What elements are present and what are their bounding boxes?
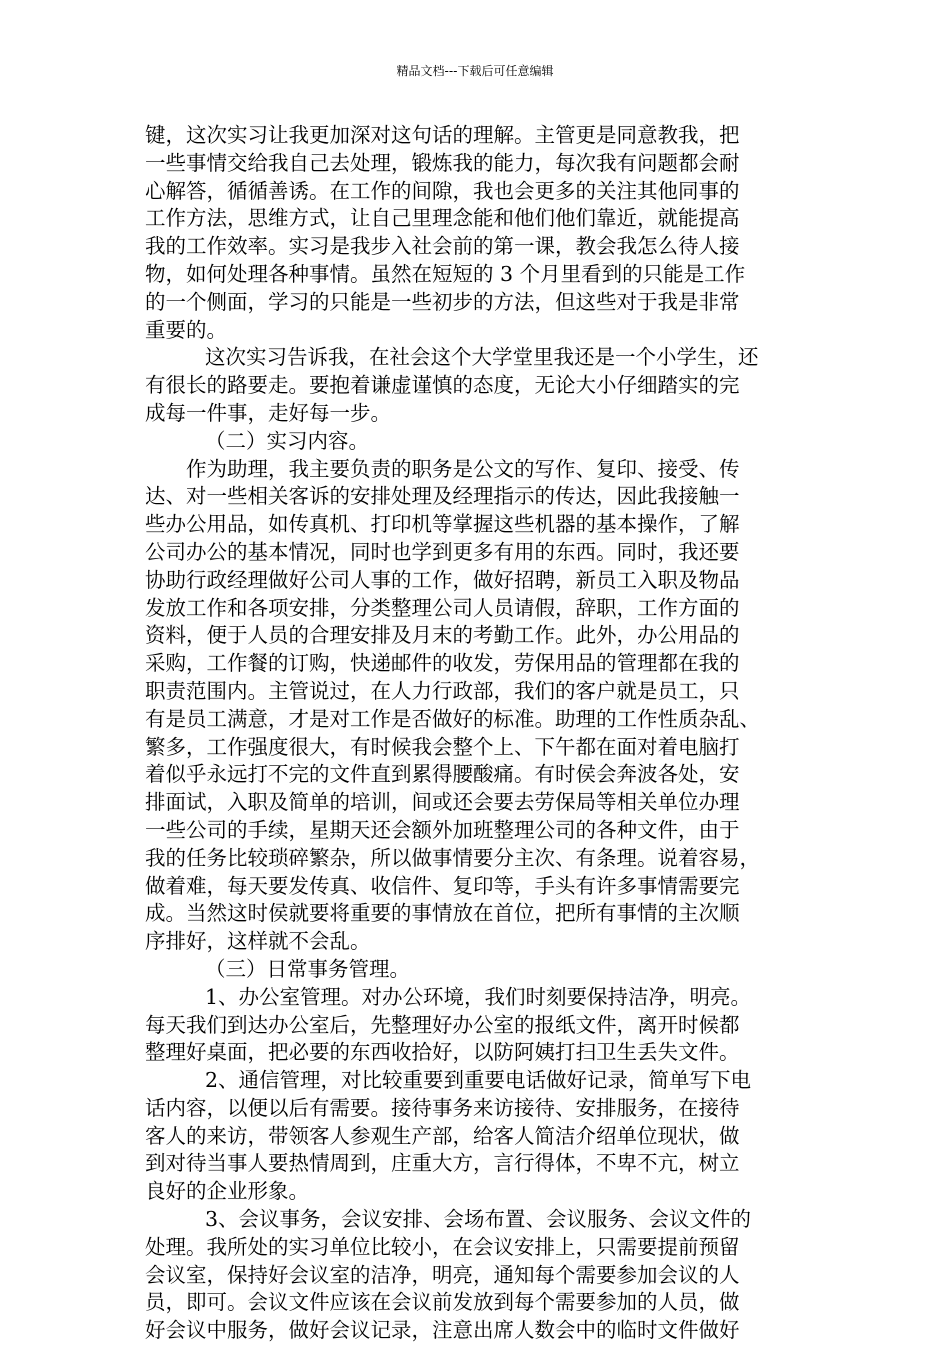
text-line: 工作方法，思维方式，让自己里理念能和他们他们靠近，就能提高 (145, 206, 740, 231)
text-line: 1、办公室管理。对办公环境，我们时刻要保持洁净，明亮。 (205, 984, 752, 1009)
text-line: 一些事情交给我自己去处理，锻炼我的能力，每次我有问题都会耐 (145, 150, 740, 175)
text-line: 物，如何处理各种事情。虽然在短短的 3 个月里看到的只能是工作 (145, 261, 746, 286)
text-line: 每天我们到达办公室后，先整理好办公室的报纸文件，离开时候都 (145, 1012, 740, 1037)
text-line: 成每一件事，走好每一步。 (145, 400, 391, 425)
text-line: 好会议中服务，做好会议记录，注意出席人数会中的临时文件做好 (145, 1318, 740, 1343)
text-line: 心解答，循循善诱。在工作的间隙，我也会更多的关注其他同事的 (145, 178, 740, 203)
text-line: 处理。我所处的实习单位比较小，在会议安排上，只需要提前预留 (145, 1234, 740, 1259)
text-line: 繁多，工作强度很大，有时候我会整个上、下午都在面对着电脑打 (145, 734, 740, 759)
text-line: 协助行政经理做好公司人事的工作，做好招聘，新员工入职及物品 (145, 567, 740, 592)
text-line: 序排好，这样就不会乱。 (145, 929, 371, 954)
text-line: 3、会议事务，会议安排、会场布置、会议服务、会议文件的 (205, 1207, 752, 1232)
text-line: 会议室，保持好会议室的洁净，明亮，通知每个需要参加会议的人 (145, 1262, 740, 1287)
text-line: 有很长的路要走。要抱着谦虚谨慎的态度，无论大小仔细踏实的完 (145, 373, 740, 398)
text-line: 的一个侧面，学习的只能是一些初步的方法，但这些对于我是非常 (145, 289, 740, 314)
text-line: 公司办公的基本情况，同时也学到更多有用的东西。同时，我还要 (145, 539, 740, 564)
text-line: 重要的。 (145, 317, 227, 342)
text-line: （三）日常事务管理。 (205, 956, 410, 981)
text-line: 一些公司的手续，星期天还会额外加班整理公司的各种文件，由于 (145, 817, 740, 842)
text-line: （二）实习内容。 (205, 428, 369, 453)
text-line: 做着难，每天要发传真、收信件、复印等，手头有许多事情需要完 (145, 873, 740, 898)
text-line: 客人的来访，带领客人参观生产部，给客人简洁介绍单位现状，做 (145, 1123, 740, 1148)
text-line: 作为助理，我主要负责的职务是公文的写作、复印、接受、传 (186, 456, 740, 481)
text-line: 达、对一些相关客诉的安排处理及经理指示的传达，因此我接触一 (145, 484, 740, 509)
text-line: 2、通信管理，对比较重要到重要电话做好记录，简单写下电 (205, 1068, 752, 1093)
text-line: 有是员工满意，才是对工作是否做好的标准。助理的工作性质杂乱、 (145, 706, 760, 731)
text-line: 话内容，以便以后有需要。接待事务来访接待、安排服务，在接待 (145, 1095, 740, 1120)
document-body (145, 122, 815, 1345)
text-line: 发放工作和各项安排，分类整理公司人员请假，辞职，工作方面的 (145, 595, 740, 620)
text-line: 采购，工作餐的订购，快递邮件的收发，劳保用品的管理都在我的 (145, 651, 740, 676)
text-line: 我的工作效率。实习是我步入社会前的第一课，教会我怎么待人接 (145, 234, 740, 259)
text-line: 键，这次实习让我更加深对这句话的理解。主管更是同意教我，把 (145, 123, 740, 147)
text-line: 这次实习告诉我，在社会这个大学堂里我还是一个小学生，还 (205, 345, 759, 370)
text-line: 资料，便于人员的合理安排及月末的考勤工作。此外，办公用品的 (145, 623, 740, 648)
page-header: 精品文档---下载后可任意编辑 (396, 64, 554, 78)
text-line: 良好的企业形象。 (145, 1179, 309, 1204)
text-line: 员，即可。会议文件应该在会议前发放到每个需要参加的人员，做 (145, 1290, 740, 1315)
text-line: 整理好桌面，把必要的东西收拾好，以防阿姨打扫卫生丢失文件。 (145, 1040, 740, 1065)
text-line: 着似乎永远打不完的文件直到累得腰酸痛。有时侯会奔波各处，安 (145, 762, 740, 787)
text-line: 些办公用品，如传真机、打印机等掌握这些机器的基本操作，了解 (145, 512, 740, 537)
text-line: 成。当然这时侯就要将重要的事情放在首位，把所有事情的主次顺 (145, 901, 740, 926)
text-line: 我的任务比较琐碎繁杂，所以做事情要分主次、有条理。说着容易， (145, 845, 760, 870)
text-line: 到对待当事人要热情周到，庄重大方，言行得体，不卑不亢，树立 (145, 1151, 740, 1176)
text-line: 职责范围内。主管说过，在人力行政部，我们的客户就是员工，只 (145, 678, 740, 703)
text-line: 排面试，入职及简单的培训，间或还会要去劳保局等相关单位办理 (145, 790, 740, 815)
